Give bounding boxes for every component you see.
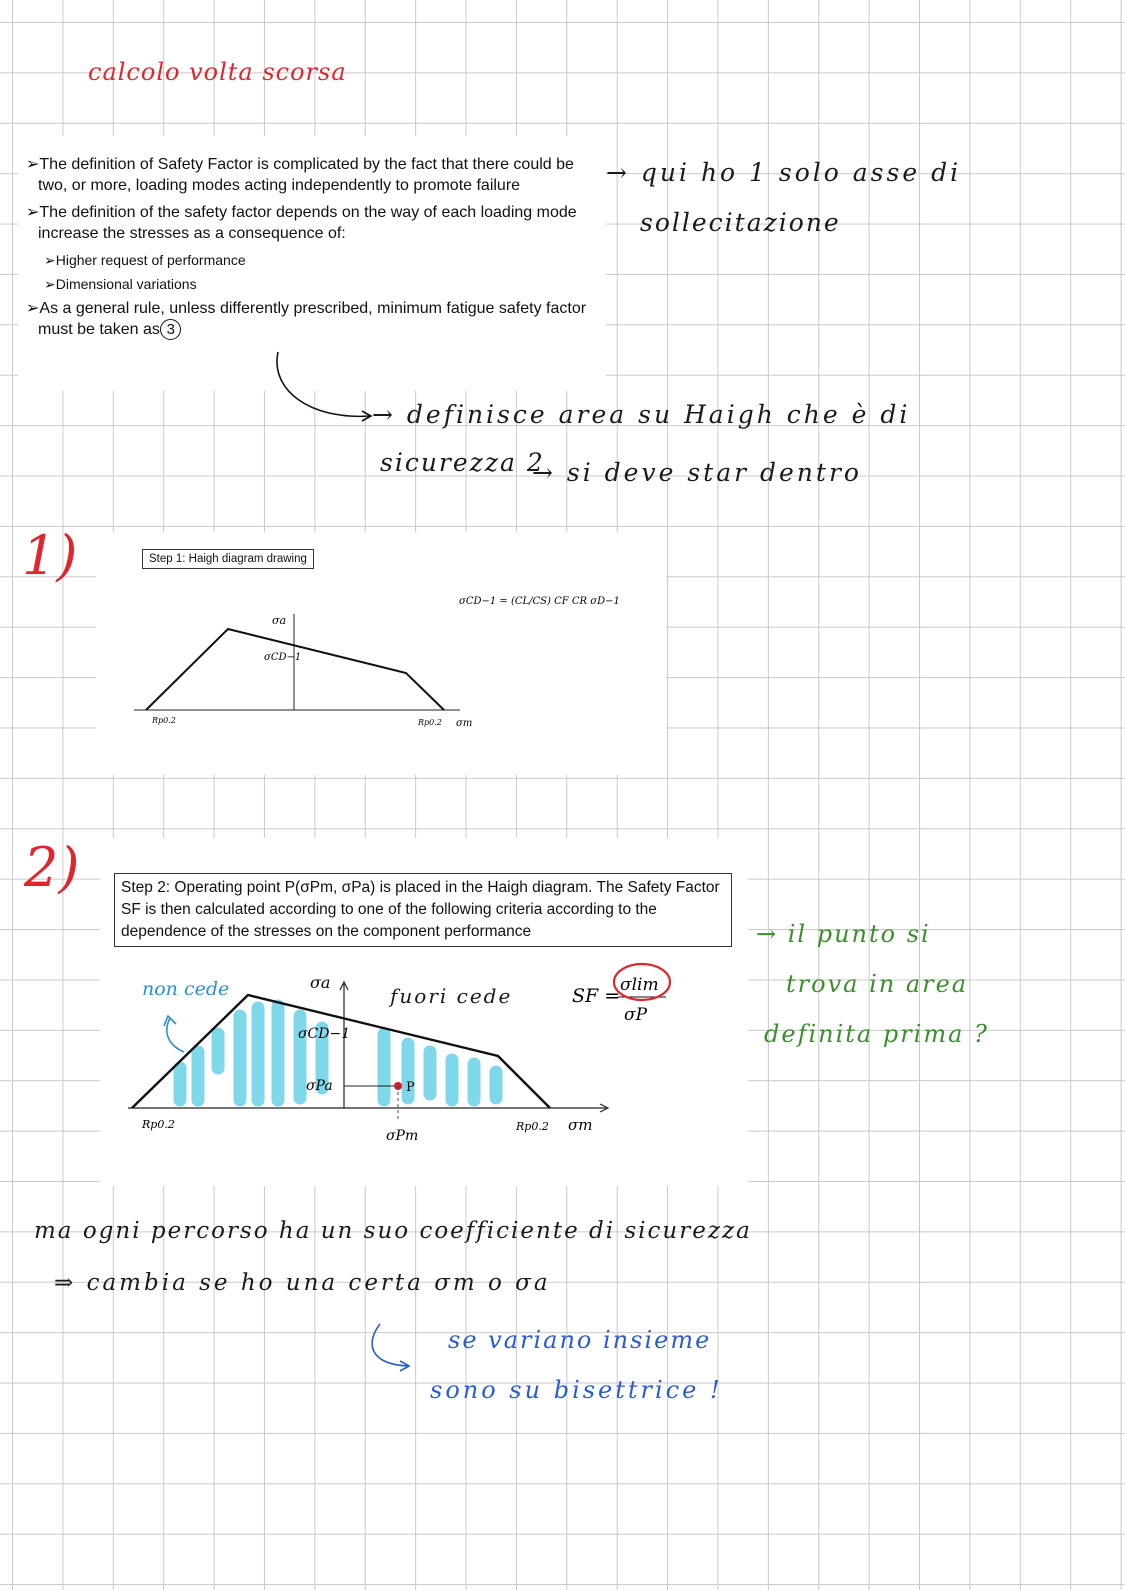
- sigma-mP-label: σPm: [386, 1128, 419, 1144]
- circled-safety-value: 3: [160, 319, 181, 340]
- note-sollecitazione: sollecitazione: [640, 208, 841, 237]
- note-on-bisector: sono su bisettrice !: [430, 1376, 723, 1404]
- slide-haigh-diagram-step1: [96, 532, 666, 775]
- haigh-diagram-1: [96, 532, 666, 775]
- note-one-axis: → qui ho 1 solo asse di: [606, 158, 962, 187]
- rp-right-label: Rp0.2: [516, 1120, 549, 1133]
- note-stay-inside: → si deve star dentro: [532, 458, 862, 487]
- non-cede-arrowhead: [164, 1016, 176, 1026]
- sigma-d1-label: σCD−1: [264, 652, 302, 663]
- rp-right-label: Rp0.2: [418, 718, 442, 727]
- sigma-aP-label: σPa: [306, 1078, 333, 1094]
- point-p-label: P: [406, 1080, 415, 1095]
- step-number-2: 2): [24, 836, 80, 899]
- bullet-item: [26, 298, 606, 340]
- note-non-cede: non cede: [142, 978, 230, 1000]
- bullet-item: ➢The definition of the safety factor depends on the way of each loading mode increase the stresses as a consequence of:: [26, 204, 577, 242]
- sigma-p-label: σP: [624, 1005, 648, 1025]
- bullet-text: ➢As a general rule, unless differently prescribed, minimum fatigue safety factor must be taken as: [26, 300, 587, 338]
- safe-region-hatching: [180, 1006, 496, 1100]
- bullet-list: [18, 136, 606, 340]
- sf-label: SF =: [572, 985, 621, 1007]
- bullet-item: ➢The definition of Safety Factor is complicated by the fact that there could be two, or more, loading modes acting independently to promote failure: [26, 156, 574, 194]
- note-haigh-area: → definisce area su Haigh che è di: [372, 400, 911, 429]
- rp-left-label: Rp0.2: [152, 716, 176, 725]
- step2-description: Step 2: Operating point P(σPm, σPa) is placed in the Haigh diagram. The Safety Factor SF is then calculated according to one of the following criteria according to the dependence of the stresses on the component performance: [114, 873, 732, 947]
- haigh-diagram-2: [100, 838, 748, 1186]
- step-number-1: 1): [22, 524, 78, 587]
- reduced-limit-formula: σCD−1 = (CL/CS) CF CR σD−1: [459, 596, 620, 607]
- sigma-m-label: σm: [568, 1116, 593, 1134]
- note-vary-together: se variano insieme: [448, 1326, 712, 1354]
- slide-operating-point-step2: [100, 838, 748, 1186]
- sub-bullet-item: ➢Dimensional variations: [44, 276, 197, 292]
- note-fuori-cede: fuori cede: [390, 984, 513, 1008]
- note-defined-before: definita prima ?: [764, 1020, 989, 1048]
- sigma-a-label: σa: [272, 614, 287, 627]
- bisector-arrow: [362, 1318, 422, 1384]
- sigma-m-label: σm: [456, 718, 473, 729]
- curved-arrow: [270, 350, 380, 430]
- note-changes-with-sigma: ⇒ cambia se ho una certa σm o σa: [54, 1270, 551, 1296]
- sub-bullet-item: ➢Higher request of performance: [44, 252, 246, 268]
- sigma-a-label: σa: [310, 973, 331, 992]
- note-each-path: ma ogni percorso ha un suo coefficiente di sicurezza: [34, 1218, 752, 1244]
- note-in-area: trova in area: [786, 970, 969, 998]
- sigma-lim-label: σlim: [620, 975, 659, 995]
- notes-title: calcolo volta scorsa: [88, 58, 347, 86]
- haigh-boundary: [146, 629, 444, 710]
- note-sicurezza: sicurezza 2: [380, 448, 545, 477]
- sigma-d1-label: σCD−1: [298, 1026, 351, 1042]
- rp-left-label: Rp0.2: [142, 1118, 175, 1131]
- note-point-is: → il punto si: [756, 920, 931, 948]
- step1-label: Step 1: Haigh diagram drawing: [142, 549, 314, 569]
